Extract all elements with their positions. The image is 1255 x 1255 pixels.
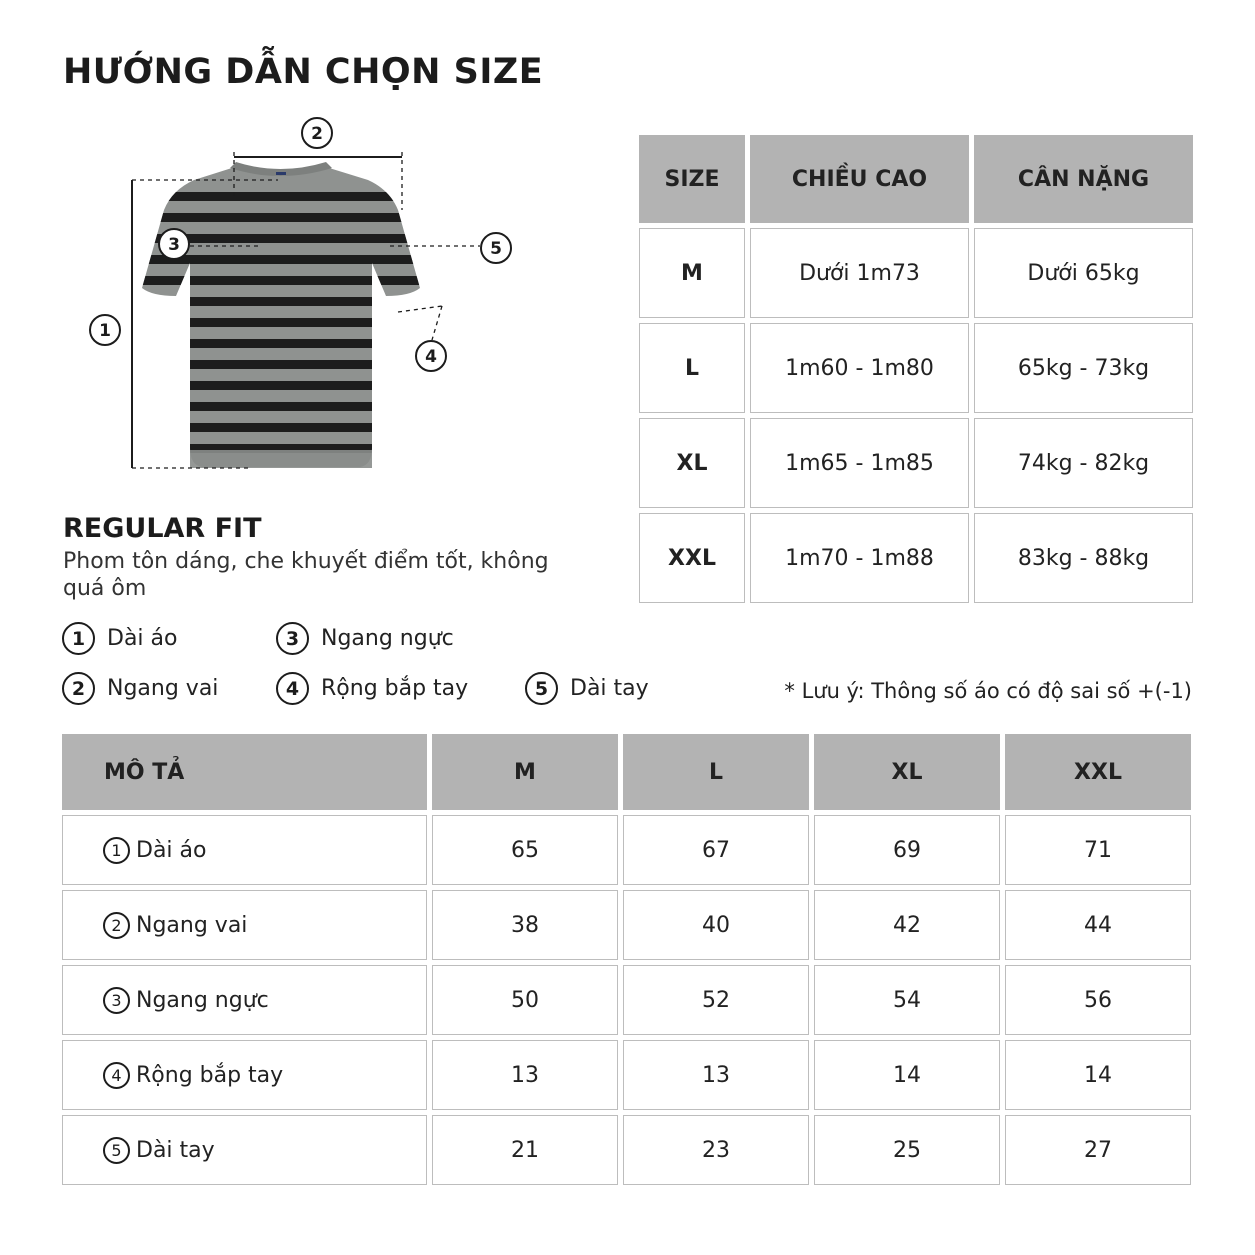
shirt-stripe [120,423,440,432]
weight-cell: Dưới 65kg [974,228,1193,318]
weight-cell: 83kg - 88kg [974,513,1193,603]
shirt-stripe [120,360,440,369]
column-header: MÔ TẢ [62,734,427,810]
legend-label: Dài tay [570,676,649,701]
value-cell: 21 [432,1115,618,1185]
column-header: CHIỀU CAO [750,135,969,223]
weight-cell: 65kg - 73kg [974,323,1193,413]
description-cell [62,965,427,1035]
svg-text:5: 5 [490,239,502,259]
shirt-label [276,172,286,175]
marker-4-icon [416,341,446,371]
column-header: L [623,734,809,810]
size-cell: XXL [639,513,745,603]
number-4-icon: 4 [276,672,309,705]
value-cell: 14 [1005,1040,1191,1110]
shirt-stripe [120,297,440,306]
number-4-icon: 4 [103,1062,130,1089]
fit-description: Phom tôn dáng, che khuyết điểm tốt, không quá ôm [63,549,549,601]
value-cell: 69 [814,815,1000,885]
marker-1-icon [90,315,120,345]
value-cell: 38 [432,890,618,960]
shirt-stripe [120,318,440,327]
value-cell: 56 [1005,965,1191,1035]
value-cell: 71 [1005,815,1191,885]
shirt-measurement-figure [80,110,550,495]
value-cell: 52 [623,965,809,1035]
svg-text:4: 4 [425,347,437,367]
number-2-icon: 2 [103,912,130,939]
size-cell: XL [639,418,745,508]
table-row [639,418,1193,508]
legend-item-shoulder [62,672,218,705]
description-cell [62,890,427,960]
height-cell: 1m60 - 1m80 [750,323,969,413]
legend-label: Ngang vai [107,676,219,701]
row-label: Dài áo [136,837,207,863]
marker-2-icon [302,118,332,148]
value-cell: 14 [814,1040,1000,1110]
value-cell: 50 [432,965,618,1035]
table-row [639,323,1193,413]
marker-5-icon [481,233,511,263]
legend-item-chest [276,622,454,655]
shirt-stripe [120,213,440,222]
row-label: Ngang ngực [136,987,269,1013]
table-row [639,228,1193,318]
shirt-stripe [120,192,440,201]
height-cell: 1m70 - 1m88 [750,513,969,603]
size-cell: L [639,323,745,413]
value-cell: 13 [432,1040,618,1110]
shirt-stripe [120,339,440,348]
number-1-icon: 1 [103,837,130,864]
legend-item-length [62,622,177,655]
number-5-icon: 5 [103,1137,130,1164]
table-row [62,965,1191,1035]
height-cell: Dưới 1m73 [750,228,969,318]
table-row [62,1115,1191,1185]
shirt-stripe [120,276,440,285]
legend-item-bicep [276,672,468,705]
page-title: HƯỚNG DẪN CHỌN SIZE [63,52,544,92]
number-2-icon: 2 [62,672,95,705]
legend-label: Ngang ngực [321,626,454,651]
fit-title: REGULAR FIT [63,513,262,544]
svg-text:2: 2 [311,124,323,144]
svg-text:1: 1 [99,321,111,341]
value-cell: 27 [1005,1115,1191,1185]
legend-item-sleeve [525,672,649,705]
size-cell: M [639,228,745,318]
size-recommendation-table [634,130,1198,608]
number-5-icon: 5 [525,672,558,705]
row-label: Ngang vai [136,912,248,938]
table-row [639,513,1193,603]
measurement-table [57,729,1196,1190]
column-header: CÂN NẶNG [974,135,1193,223]
table-row [62,815,1191,885]
number-3-icon: 3 [103,987,130,1014]
value-cell: 13 [623,1040,809,1110]
column-header: XXL [1005,734,1191,810]
height-cell: 1m65 - 1m85 [750,418,969,508]
description-cell [62,815,427,885]
value-cell: 40 [623,890,809,960]
tolerance-note: * Lưu ý: Thông số áo có độ sai số +(-1) [784,679,1192,703]
value-cell: 67 [623,815,809,885]
value-cell: 44 [1005,890,1191,960]
row-label: Dài tay [136,1137,215,1163]
shirt-hem [190,450,372,468]
column-header: SIZE [639,135,745,223]
table-row [62,890,1191,960]
value-cell: 42 [814,890,1000,960]
marker-3-icon [159,229,189,259]
legend-label: Rộng bắp tay [321,676,469,701]
legend-label: Dài áo [107,626,178,651]
value-cell: 25 [814,1115,1000,1185]
value-cell: 23 [623,1115,809,1185]
table-row [62,1040,1191,1110]
description-cell [62,1115,427,1185]
column-header: XL [814,734,1000,810]
row-label: Rộng bắp tay [136,1062,284,1088]
shirt-stripe [120,402,440,411]
number-3-icon: 3 [276,622,309,655]
shirt-stripe [120,381,440,390]
number-1-icon: 1 [62,622,95,655]
value-cell: 54 [814,965,1000,1035]
column-header: M [432,734,618,810]
description-cell [62,1040,427,1110]
value-cell: 65 [432,815,618,885]
weight-cell: 74kg - 82kg [974,418,1193,508]
svg-text:3: 3 [168,235,180,255]
